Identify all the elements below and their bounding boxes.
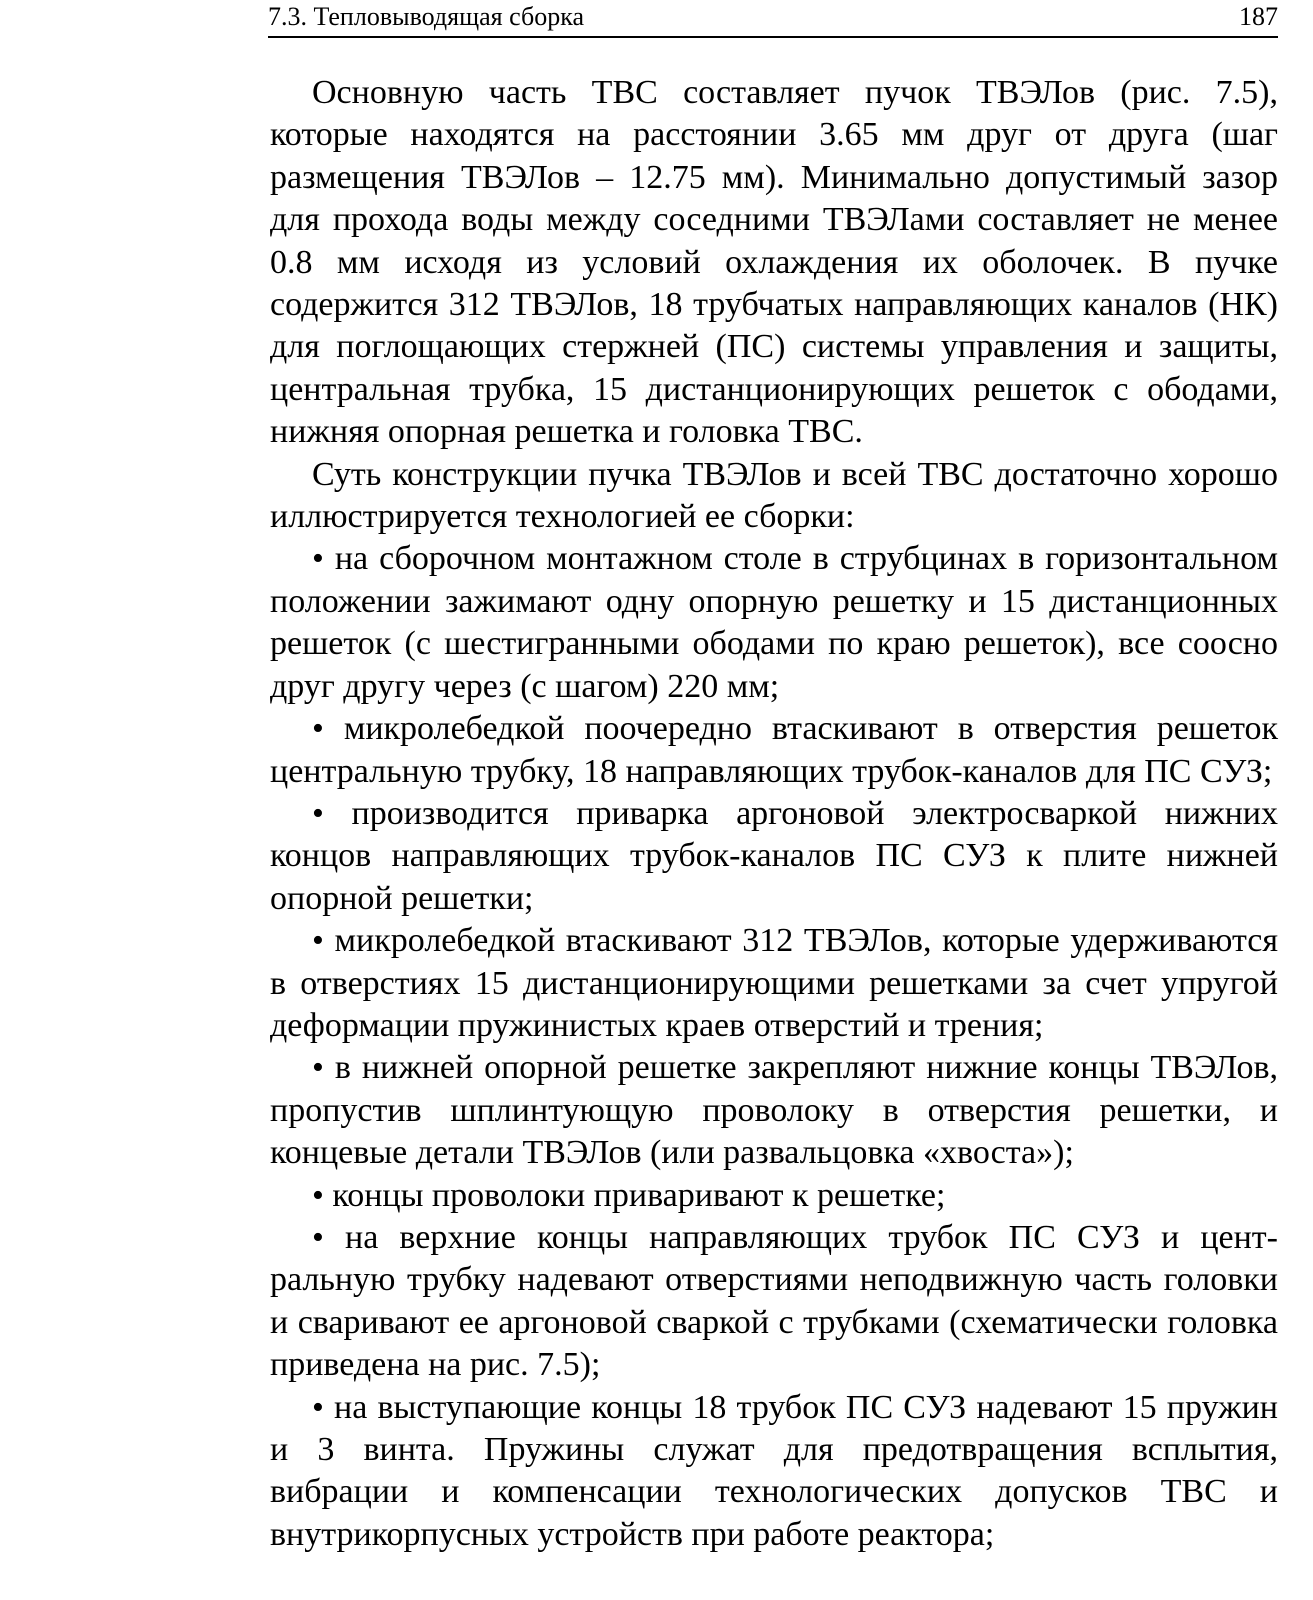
running-head-title: 7.3. Тепловыводящая сборка	[268, 2, 584, 31]
list-item-step-7: • на верхние концы направляющих трубок ПС СУЗ и центральную трубку надевают отверстиями неподвижную часть головки и сваривают ее аргоновой сваркой с трубками (схематически головка приведена на рис. 7.5);	[270, 1218, 1278, 1384]
list-item-step-2: • микролебедкой поочередно втаскивают в отверстия решеток центральную трубку, 18 направляющих трубок-каналов для ПС СУЗ;	[270, 710, 1278, 790]
paragraph-intro: Основную часть ТВС составляет пучок ТВЭЛов (рис. 7.5), которые находятся на расстоянии 3.65 мм друг от друга (шаг размещения ТВЭЛов – 12.75 мм). Минимально допустимый зазор для прохода воды между соседними ТВЭЛами составляет не менее 0.8 мм исходя из условий охлаждения их оболочек. В пучке содержится 312 ТВЭЛов, 18 трубчатых направляющих каналов (НК) для поглощающих стержней (ПС) системы управления и защиты, центральная трубка, 15 дистанционирующих решеток с ободами, нижняя опорная решетка и головка ТВС.	[270, 74, 1278, 451]
page-header	[268, 0, 1278, 38]
body-text	[270, 72, 1278, 1556]
list-item-step-8: • на выступающие концы 18 трубок ПС СУЗ надевают 15 пружин и 3 винта. Пружины служат для предотвращения всплытия, вибрации и компенсации технологических допусков ТВС и внутрикорпусных устройств при работе реактора;	[270, 1388, 1278, 1553]
list-item-step-3: • производится приварка аргоновой электросваркой нижних концов направляющих трубок-каналов ПС СУЗ к плите нижней опорной решетки;	[270, 794, 1278, 917]
list-item-step-4: • микролебедкой втаскивают 312 ТВЭЛов, которые удерживаются в отверстиях 15 дистанционирующими решетками за счет упругой деформации пружинистых краев отверстий и трения;	[270, 922, 1278, 1044]
list-item-step-1: • на сборочном монтажном столе в струбцинах в горизонтальном положении зажимают одну опорную решетку и 15 дистанционных решеток (с шестигранными ободами по краю решеток), все соосно друг другу через (с шагом) 220 мм;	[270, 540, 1278, 705]
paragraph-assembly-intro: Суть конструкции пучка ТВЭЛов и всей ТВС достаточно хорошо иллюстрируется технологией ее сборки:	[270, 455, 1278, 536]
page-number: 187	[1239, 2, 1278, 31]
list-item-step-5: • в нижней опорной решетке закрепляют нижние концы ТВЭЛов, пропустив шплинтующую проволоку в отверстия решетки, и концевые детали ТВЭЛов (или развальцовка «хвоста»);	[270, 1049, 1278, 1172]
list-item-step-6: • концы проволоки приваривают к решетке;	[312, 1176, 946, 1214]
